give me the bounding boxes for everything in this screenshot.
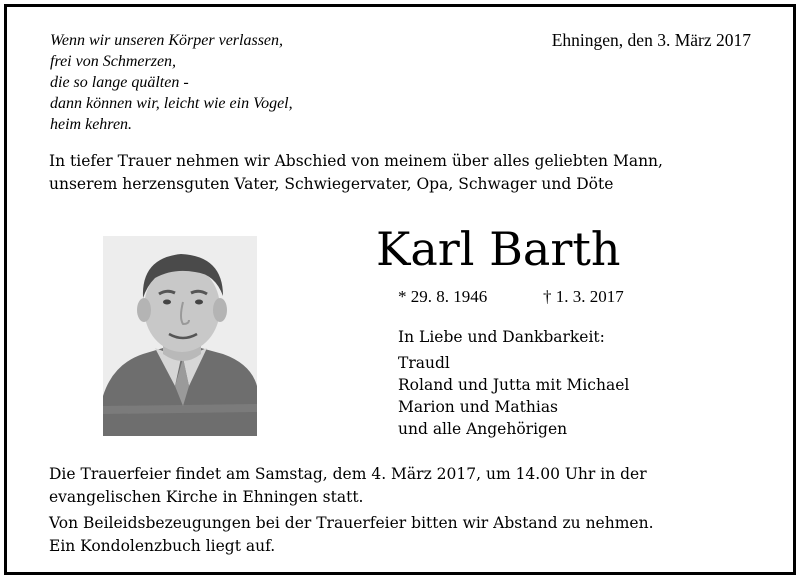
portrait-photo xyxy=(103,236,257,436)
poem-line: heim kehren. xyxy=(50,116,133,133)
birth-date: * 29. 8. 1946 xyxy=(398,287,488,306)
intro-line: In tiefer Trauer nehmen wir Abschied von meinem über alles geliebten Mann, xyxy=(49,152,663,170)
poem-line: die so lange quälten - xyxy=(50,74,189,91)
poem-line: frei von Schmerzen, xyxy=(50,53,177,70)
closing-line: Von Beileidsbezeugungen bei der Trauerfeier bitten wir Abstand zu nehmen. xyxy=(49,514,654,532)
poem xyxy=(50,30,293,135)
poem-line: dann können wir, leicht wie ein Vogel, xyxy=(50,95,293,112)
mourners-list xyxy=(398,326,629,440)
intro-text xyxy=(49,150,663,196)
place-and-date: Ehningen, den 3. März 2017 xyxy=(551,30,751,50)
death-date: † 1. 3. 2017 xyxy=(543,287,624,306)
mourner-name: und alle Angehörigen xyxy=(398,420,568,438)
mourner-name: Marion und Mathias xyxy=(398,398,559,416)
poem-line: Wenn wir unseren Körper verlassen, xyxy=(50,32,284,49)
deceased-name: Karl Barth xyxy=(376,222,621,276)
closing-line: Ein Kondolenzbuch liegt auf. xyxy=(49,537,276,555)
mourner-name: Roland und Jutta mit Michael xyxy=(398,376,630,394)
funeral-notice xyxy=(49,463,647,509)
mourners-heading: In Liebe und Dankbarkeit: xyxy=(398,328,605,346)
funeral-line: Die Trauerfeier findet am Samstag, dem 4. März 2017, um 14.00 Uhr in der xyxy=(49,465,647,483)
funeral-line: evangelischen Kirche in Ehningen statt. xyxy=(49,488,364,506)
mourner-name: Traudl xyxy=(398,354,450,372)
closing-notice xyxy=(49,512,654,558)
intro-line: unserem herzensguten Vater, Schwiegervater, Opa, Schwager und Döte xyxy=(49,175,614,193)
